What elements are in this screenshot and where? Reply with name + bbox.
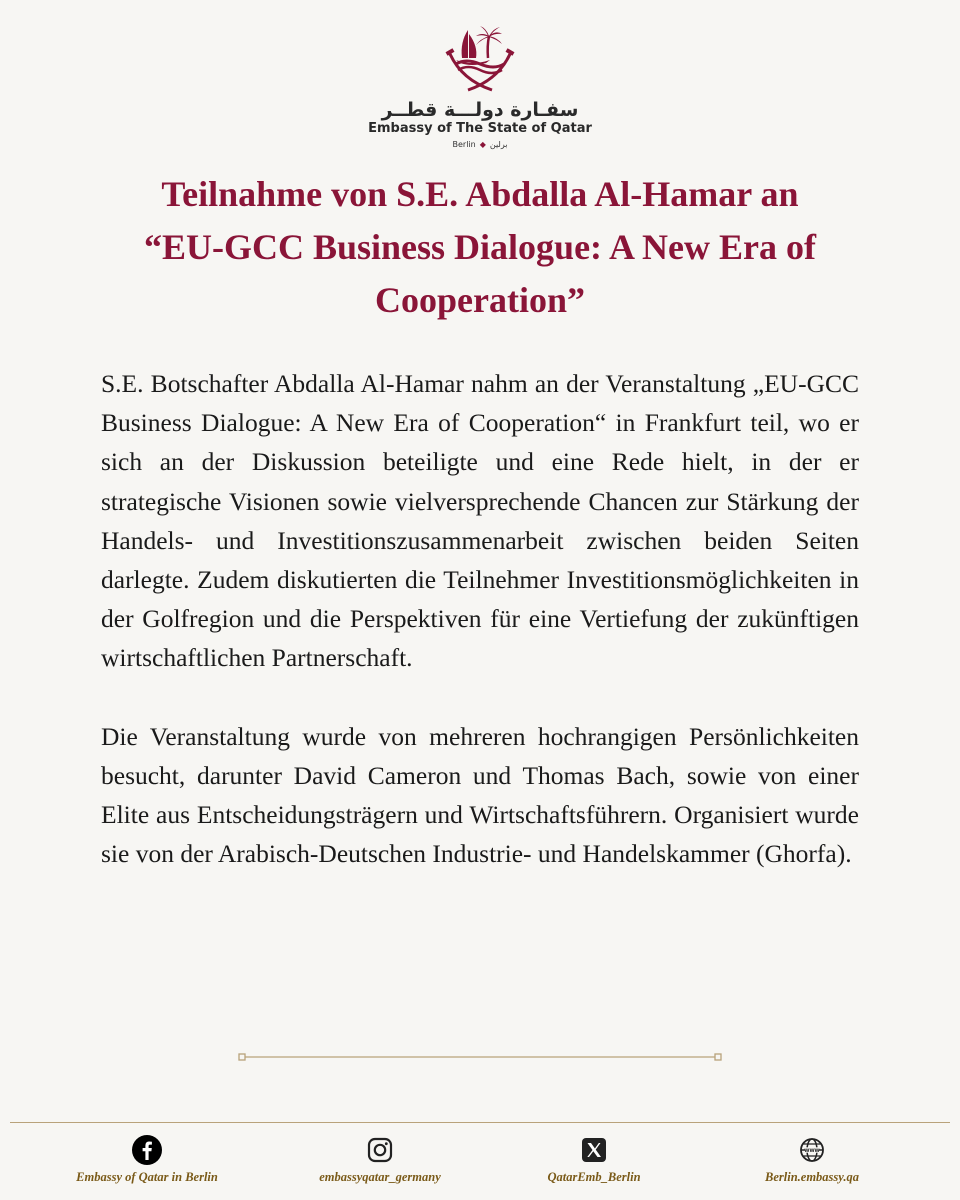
paragraph-1: S.E. Botschafter Abdalla Al-Hamar nahm an der Veranstaltung „EU-GCC Business Dialogue: A New Era of Cooperation“ in Frankfurt teil, wo er sich an der Diskussion beteiligte und eine Rede hielt, in der er strategische Visionen sowie vielversprechende Chancen zur Stärkung der Handels- und Investitionszusammenarbeit zwischen beiden Seiten darlegte. Zudem diskutierten die Teilnehmer Investitionsmöglichkeiten in der Golfregion und die Perspektiven für eine Vertiefung der zukünftigen wirtschaftlichen Partnerschaft. [101, 369, 859, 673]
instagram-link[interactable] [265, 1134, 495, 1185]
instagram-icon [364, 1134, 396, 1166]
facebook-icon [131, 1134, 163, 1166]
decorative-divider [238, 1053, 722, 1061]
footer-divider [10, 1122, 950, 1123]
instagram-label: embassyqatar_germany [319, 1170, 441, 1184]
social-footer [0, 1134, 960, 1194]
embassy-english-name: Embassy of The State of Qatar [368, 121, 592, 136]
website-link[interactable] [697, 1134, 927, 1185]
paragraph-2: Die Veranstaltung wurde von mehreren hochrangigen Persönlichkeiten besucht, darunter David Cameron und Thomas Bach, sowie von einer Elite aus Entscheidungsträgern und Wirtschaftsführern. Organisiert wurde sie von der Arabisch-Deutschen Industrie- und Handelskammer (Ghorfa). [101, 721, 859, 869]
x-label: QatarEmb_Berlin [547, 1170, 641, 1184]
embassy-header [0, 24, 960, 152]
title-line-1: Teilnahme von S.E. Abdalla Al-Hamar an [161, 174, 799, 214]
svg-text:WWW: WWW [804, 1149, 820, 1154]
qatar-emblem-icon [442, 24, 518, 98]
website-label: Berlin.embassy.qa [765, 1170, 859, 1184]
title-line-2: “EU-GCC Business Dialogue: A New Era of [143, 227, 817, 267]
page-title [100, 168, 860, 327]
x-icon [578, 1134, 610, 1166]
city-english: Berlin [452, 140, 476, 149]
facebook-label: Embassy of Qatar in Berlin [76, 1170, 218, 1184]
facebook-link[interactable] [32, 1134, 262, 1185]
embassy-arabic-name: سفـارة دولـــة قطــر [381, 99, 579, 121]
city-arabic: برلين [489, 140, 508, 149]
x-link[interactable] [479, 1134, 709, 1185]
article-body [101, 364, 859, 912]
globe-icon [796, 1134, 828, 1166]
embassy-city [0, 138, 960, 152]
title-line-3: Cooperation” [375, 280, 585, 320]
diamond-icon: ◆ [479, 140, 486, 149]
